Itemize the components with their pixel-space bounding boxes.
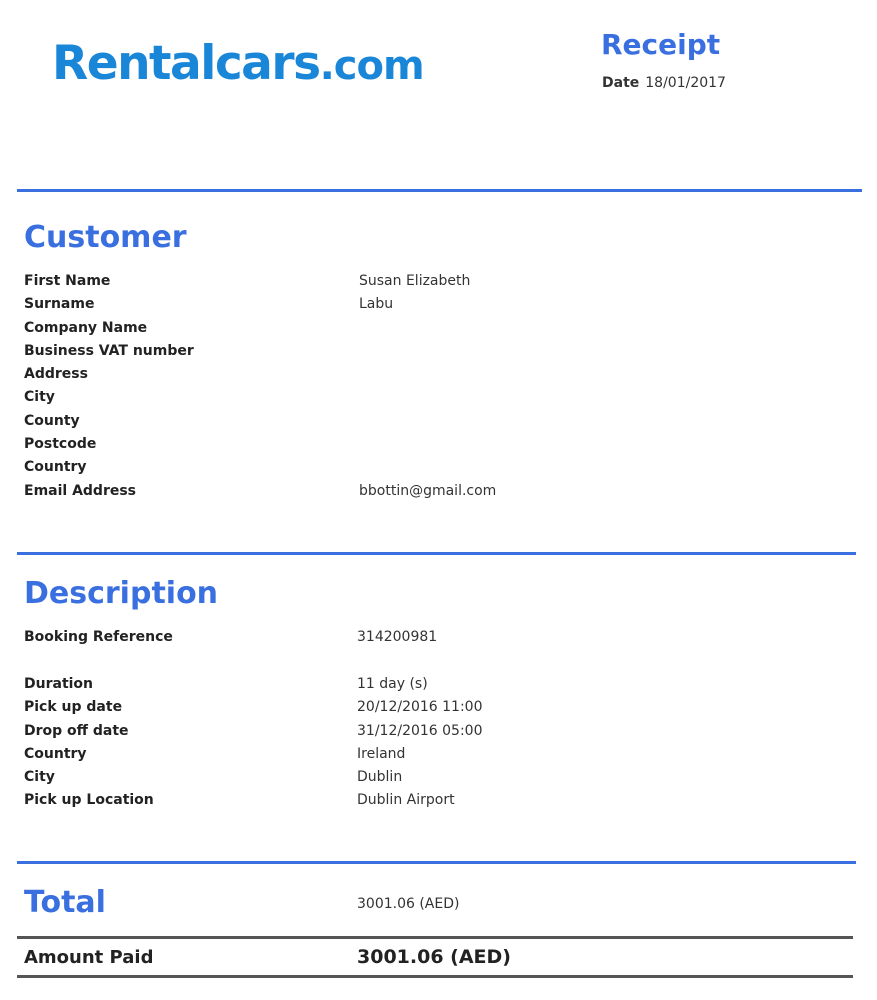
customer-divider (17, 552, 856, 555)
total-value: 3001.06 (AED) (357, 896, 460, 912)
description-section-title: Description (24, 576, 219, 611)
field-label: Surname (24, 296, 95, 313)
field-value: 11 day (s) (357, 676, 428, 692)
field-label: Booking Reference (24, 629, 173, 645)
field-value: Susan Elizabeth (359, 273, 471, 289)
field-value: Ireland (357, 745, 406, 762)
field-value: bbottin@gmail.com (359, 482, 497, 499)
field-label: City (24, 389, 55, 406)
field-label: Country (24, 745, 87, 762)
amount-paid-top-rule-right (353, 936, 853, 939)
field-value: Labu (359, 296, 394, 313)
field-label: Country (24, 459, 87, 476)
date-label: Date (602, 75, 640, 91)
header-divider (17, 189, 862, 192)
field-label: Company Name (24, 319, 148, 336)
field-value: 314200981 (357, 629, 438, 645)
customer-section-title: Customer (24, 220, 187, 255)
field-label: County (24, 412, 80, 429)
amount-paid-label: Amount Paid (24, 947, 154, 968)
field-label: First Name (24, 273, 111, 289)
field-label: Address (24, 366, 88, 383)
field-label: Email Address (24, 482, 137, 499)
rentalcars-logo (52, 34, 424, 96)
total-section-title: Total (24, 885, 106, 920)
receipt-date (602, 75, 726, 91)
field-label: Business VAT number (24, 342, 194, 359)
date-value: 18/01/2017 (645, 75, 726, 91)
logo-suffix-text: .com (319, 43, 424, 89)
field-label: City (24, 769, 55, 786)
field-label: Pick up date (24, 699, 123, 716)
field-value: 20/12/2016 11:00 (357, 699, 483, 716)
amount-paid-bottom-rule-left (17, 975, 353, 978)
field-label: Duration (24, 676, 94, 692)
field-label: Postcode (24, 436, 97, 453)
field-label: Drop off date (24, 722, 129, 739)
amount-paid-bottom-rule-right (353, 975, 853, 978)
field-value: 31/12/2016 05:00 (357, 722, 483, 739)
field-value: Dublin Airport (357, 792, 455, 809)
description-divider (17, 861, 856, 864)
logo-main-text: Rentalcars (52, 36, 320, 91)
amount-paid-value: 3001.06 (AED) (357, 946, 511, 968)
field-value: Dublin (357, 769, 403, 786)
amount-paid-top-rule-left (17, 936, 353, 939)
receipt-title: Receipt (601, 28, 721, 61)
field-label: Pick up Location (24, 792, 154, 809)
